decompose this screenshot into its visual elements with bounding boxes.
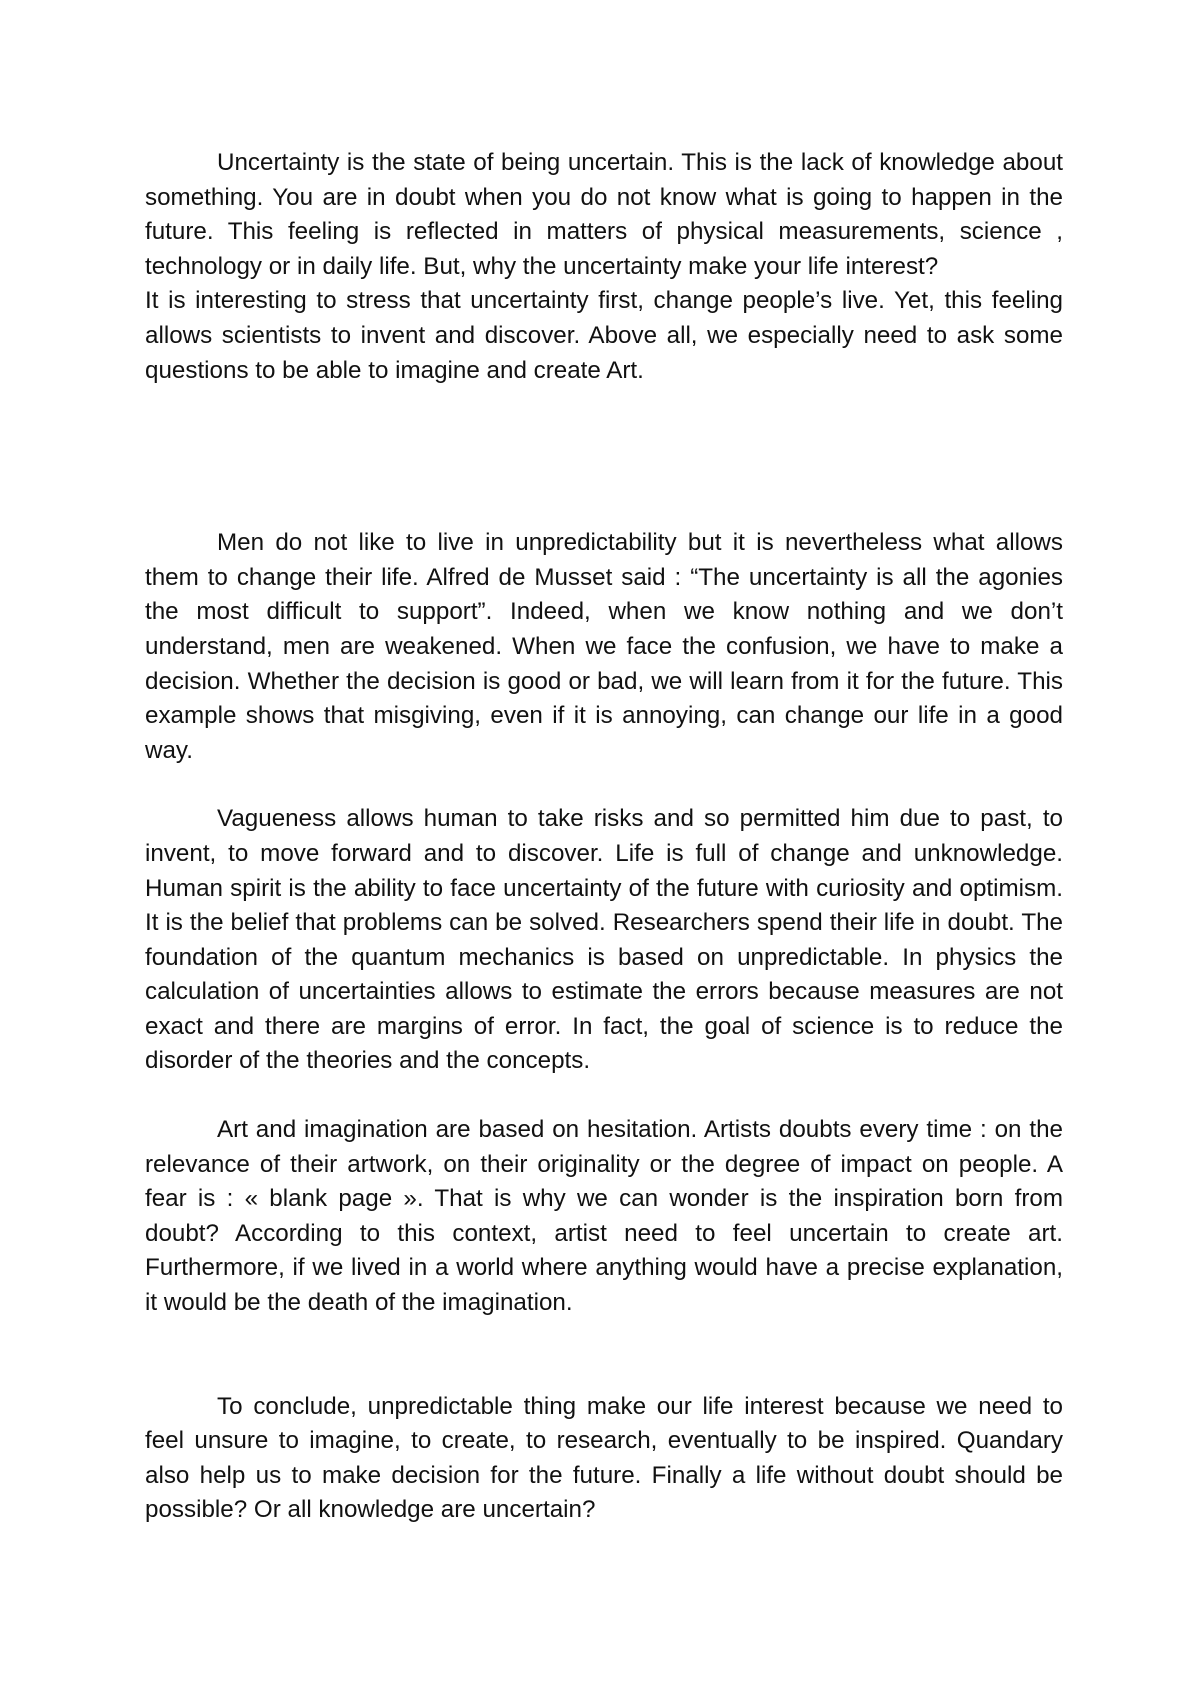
paragraph-art-imagination: Art and imagination are based on hesitation. Artists doubts every time : on the relevance of their artwork, on their originality or the degree of impact on people. A fear is : « blank page ». That is why we can wonder is the inspiration born from doubt? According to this context, artist need to feel uncertain to create art. Furthermore, if we lived in a world where anything would have a precise explanation, it would be the death of the imagination. — [145, 1116, 1063, 1317]
document-page — [145, 146, 1063, 1528]
paragraph-introduction: Uncertainty is the state of being uncertain. This is the lack of knowledge about something. You are in doubt when you do not know what is going to happen in the future. This feeling is reflected in matters of physical measurements, science , technology or in daily life. But, why the uncertainty make your life interest? — [145, 149, 1063, 280]
paragraph-conclusion: To conclude, unpredictable thing make our life interest because we need to feel unsure to imagine, to create, to research, eventually to be inspired. Quandary also help us to make decision for the future. Finally a life without doubt should be possible? Or all knowledge are uncertain? — [145, 1392, 1063, 1524]
paragraph-vagueness: Vagueness allows human to take risks and so permitted him due to past, to invent, to move forward and to discover. Life is full of change and unknowledge. Human spirit is the ability to face uncertainty of the future with curiosity and optimism. It is the belief that problems can be solved. Researchers spend their life in doubt. The foundation of the quantum mechanics is based on unpredictable. In physics the calculation of uncertainties allows to estimate the errors because measures are not exact and there are margins of error. In fact, the goal of science is to reduce the disorder of the theories and the concepts. — [145, 805, 1063, 1075]
paragraph-unpredictability: Men do not like to live in unpredictability but it is nevertheless what allows them to change their life. Alfred de Musset said : “The uncertainty is all the agonies the most difficult to support”. Indeed, when we know nothing and we don’t understand, men are weakened. When we face the confusion, we have to make a decision. Whether the decision is good or bad, we will learn from it for the future. This example shows that misgiving, even if it is annoying, can change our life in a good way. — [145, 529, 1063, 764]
paragraph-introduction-continued: It is interesting to stress that uncertainty first, change people’s live. Yet, this feeling allows scientists to invent and discover. Above all, we especially need to ask some questions to be able to imagine and create Art. — [145, 287, 1063, 384]
